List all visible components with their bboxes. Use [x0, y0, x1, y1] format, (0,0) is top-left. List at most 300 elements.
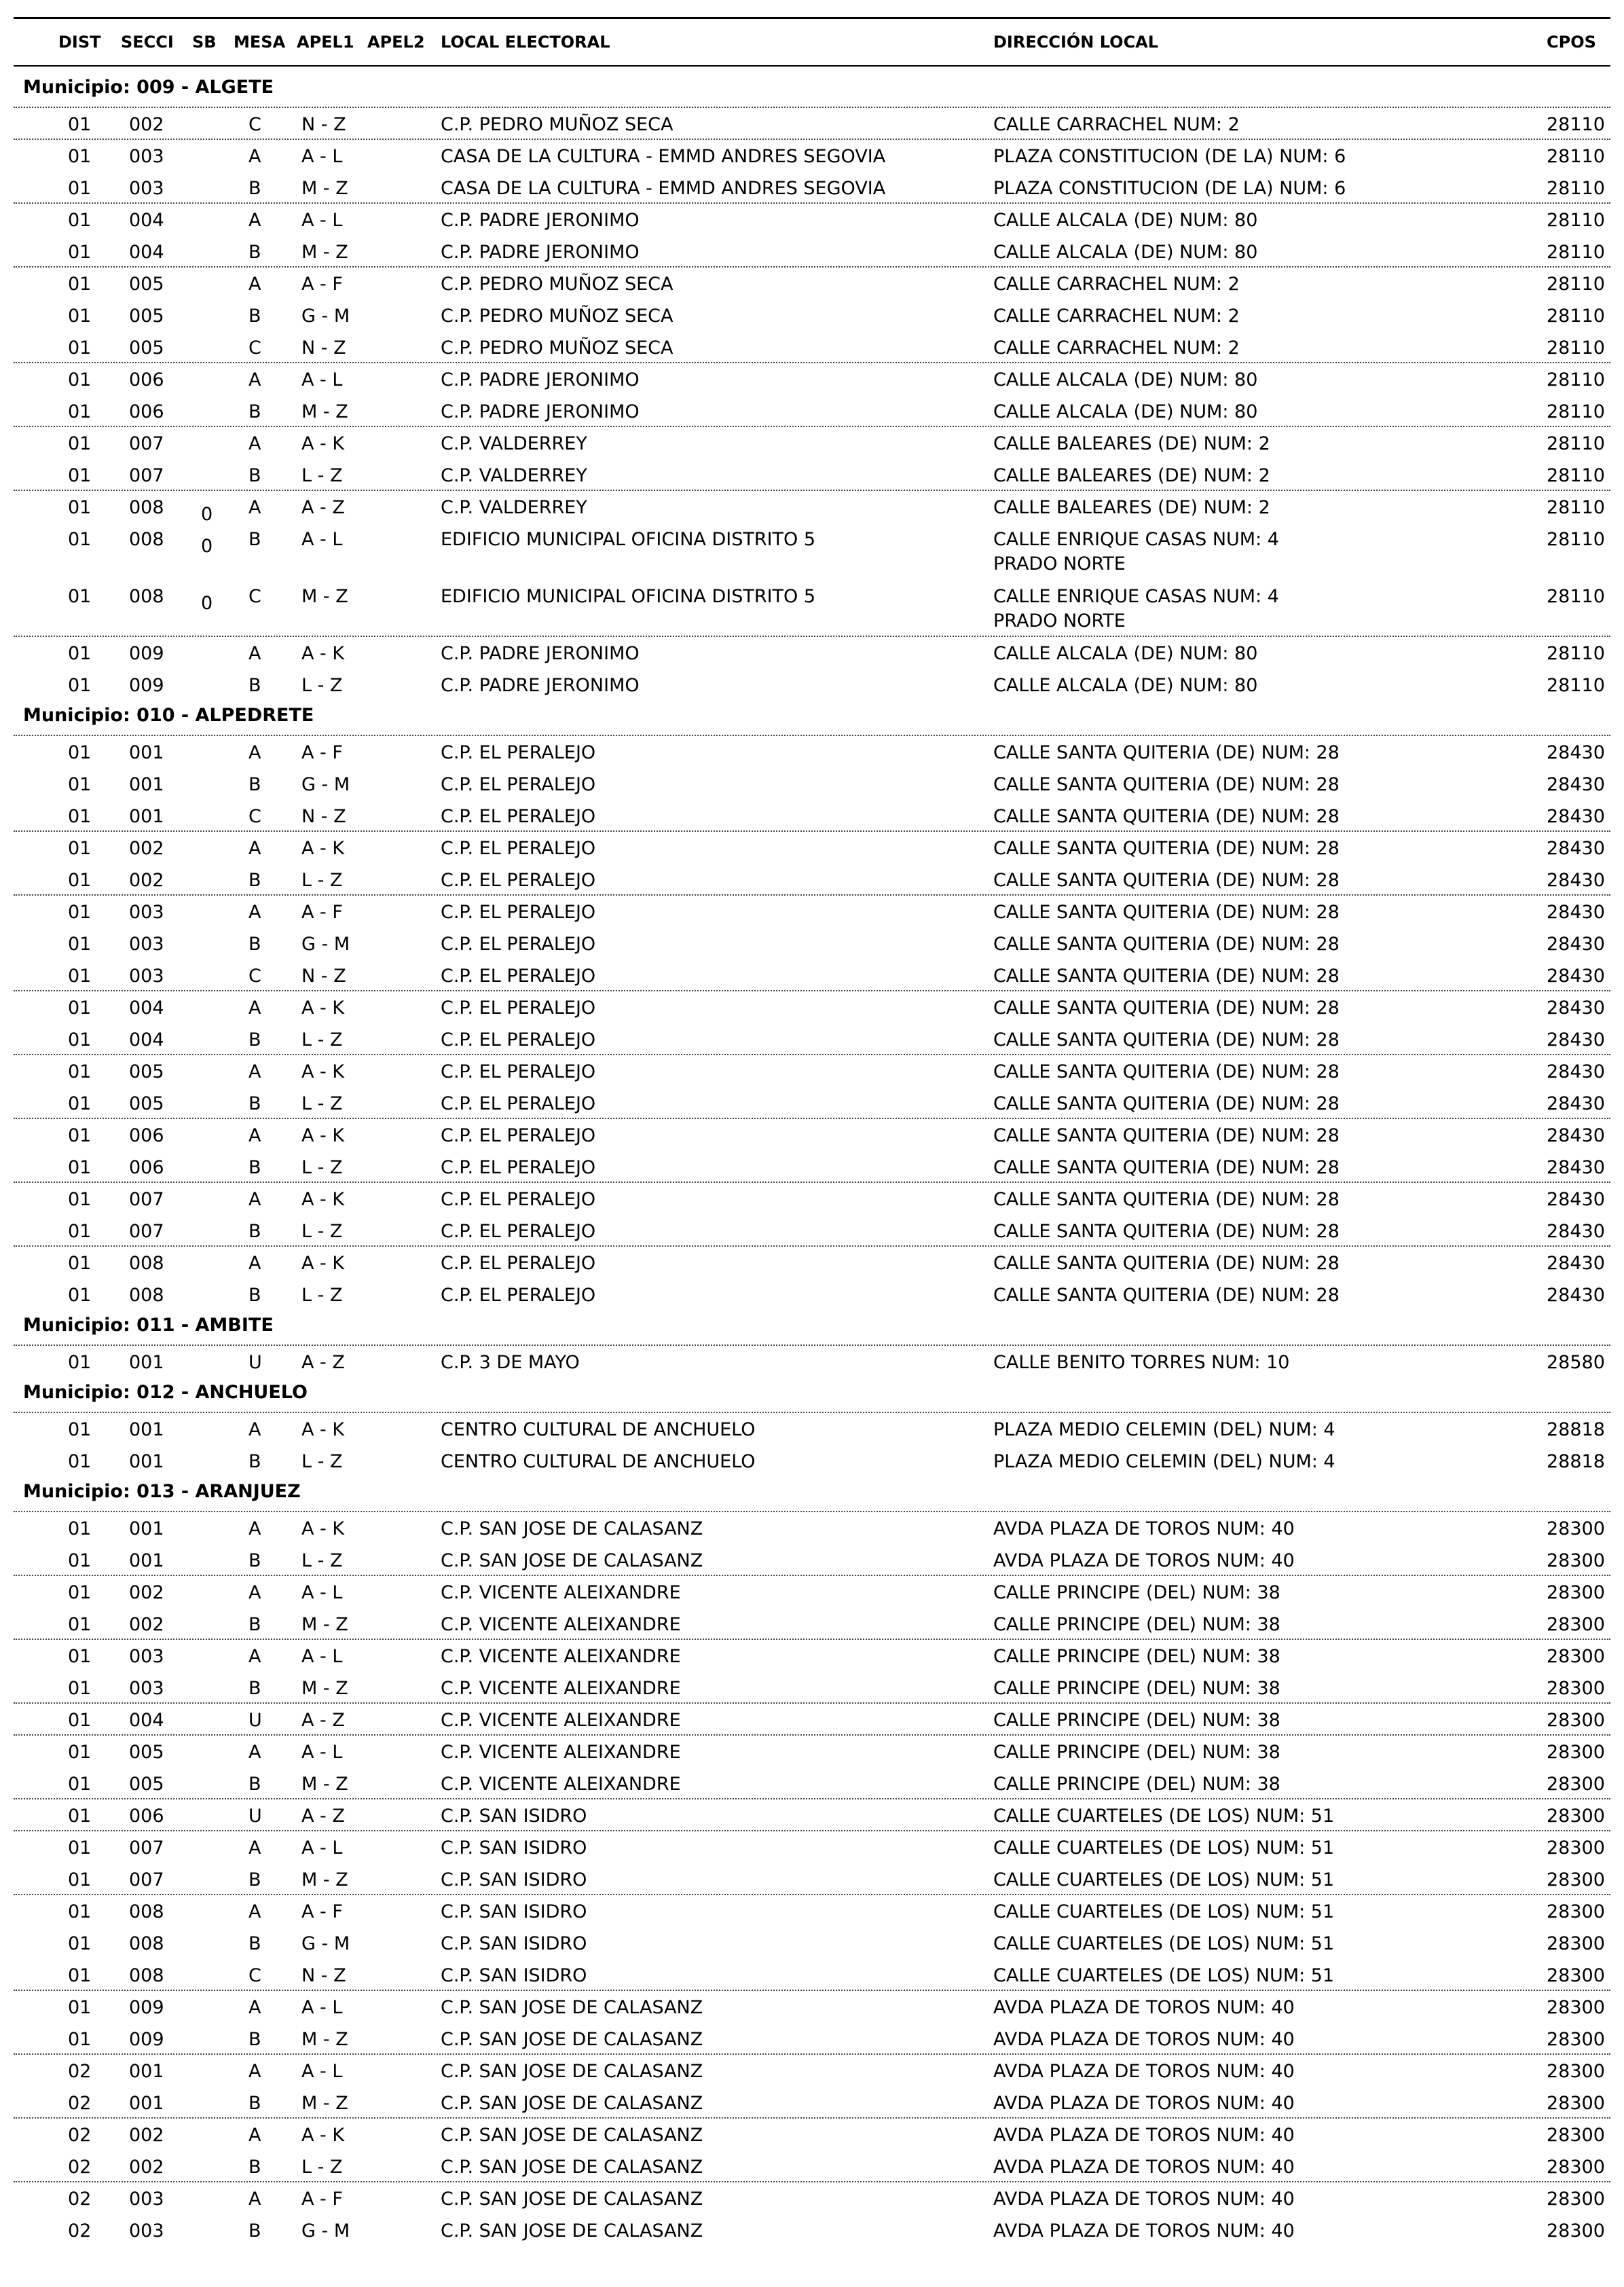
direccion-cell: CALLE ALCALA (DE) NUM: 80 [993, 401, 1258, 422]
secci-cell: 002 [129, 114, 164, 135]
direccion-cell: PLAZA MEDIO CELEMIN (DEL) NUM: 4 [993, 1419, 1335, 1440]
dist-cell: 02 [68, 2093, 92, 2114]
municipio-header: Municipio: 012 - ANCHUELO [23, 1382, 308, 1403]
dist-cell: 01 [68, 1806, 92, 1827]
mesa-cell: B [248, 1451, 261, 1472]
cpos-cell: 28300 [1547, 1774, 1605, 1795]
apel1-cell: L - Z [301, 1093, 343, 1114]
apel1-cell: G - M [301, 1933, 350, 1954]
table-row [0, 268, 1624, 299]
local-electoral-cell: C.P. EL PERALEJO [441, 1093, 596, 1114]
local-electoral-cell: C.P. PEDRO MUÑOZ SECA [441, 306, 673, 327]
direccion-cell: CALLE PRINCIPE (DEL) NUM: 38 [993, 1742, 1280, 1763]
cpos-cell: 28300 [1547, 2157, 1605, 2178]
apel1-cell: A - F [301, 1901, 343, 1922]
mesa-cell: B [248, 1774, 261, 1795]
mesa-cell: A [248, 210, 261, 231]
secci-cell: 009 [129, 2029, 164, 2050]
local-electoral-cell: C.P. SAN ISIDRO [441, 1933, 587, 1954]
local-electoral-cell: CASA DE LA CULTURA - EMMD ANDRES SEGOVIA [441, 146, 886, 167]
table-row [0, 1863, 1624, 1895]
secci-cell: 003 [129, 902, 164, 923]
cpos-cell: 28430 [1547, 1029, 1605, 1050]
local-electoral-cell: C.P. VICENTE ALEIXANDRE [441, 1614, 681, 1635]
cpos-cell: 28300 [1547, 2029, 1605, 2050]
direccion-cell: CALLE ALCALA (DE) NUM: 80 [993, 643, 1258, 664]
cpos-cell: 28300 [1547, 1742, 1605, 1763]
dist-cell: 01 [68, 1933, 92, 1954]
mesa-cell: A [248, 146, 261, 167]
table-row [0, 736, 1624, 768]
table-row [0, 1151, 1624, 1183]
table-row [0, 580, 1624, 637]
secci-cell: 004 [129, 1710, 164, 1731]
cpos-cell: 28580 [1547, 1352, 1605, 1373]
cpos-cell: 28110 [1547, 337, 1605, 359]
mesa-cell: B [248, 1221, 261, 1242]
local-electoral-cell: C.P. SAN JOSE DE CALASANZ [441, 1518, 703, 1539]
dist-cell: 01 [68, 643, 92, 664]
direccion-cell: CALLE SANTA QUITERIA (DE) NUM: 28 [993, 998, 1340, 1019]
mesa-cell: B [248, 401, 261, 422]
dist-cell: 01 [68, 401, 92, 422]
table-row [0, 1279, 1624, 1311]
mesa-cell: B [248, 2029, 261, 2050]
local-electoral-cell: C.P. PADRE JERONIMO [441, 242, 640, 263]
apel1-cell: G - M [301, 306, 350, 327]
header-rule [14, 65, 1610, 67]
table-row [0, 1991, 1624, 2023]
dist-cell: 01 [68, 497, 92, 518]
dist-cell: 02 [68, 2061, 92, 2082]
apel1-cell: M - Z [301, 586, 348, 607]
apel1-cell: N - Z [301, 1965, 346, 1986]
dist-cell: 02 [68, 2189, 92, 2210]
table-row [0, 2023, 1624, 2055]
apel1-cell: A - K [301, 1189, 345, 1210]
dist-cell: 01 [68, 675, 92, 696]
secci-cell: 004 [129, 1029, 164, 1050]
dist-cell: 01 [68, 838, 92, 859]
secci-cell: 006 [129, 1125, 164, 1146]
secci-cell: 004 [129, 998, 164, 1019]
table-row [0, 363, 1624, 395]
municipio-header: Municipio: 013 - ARANJUEZ [23, 1481, 301, 1502]
local-electoral-cell: C.P. VICENTE ALEIXANDRE [441, 1646, 681, 1667]
table-row [0, 1183, 1624, 1215]
direccion-cell: CALLE PRINCIPE (DEL) NUM: 38 [993, 1710, 1280, 1731]
mesa-cell: B [248, 2220, 261, 2242]
secci-cell: 003 [129, 146, 164, 167]
table-row [0, 928, 1624, 959]
cpos-cell: 28300 [1547, 2189, 1605, 2210]
table-row [0, 299, 1624, 331]
table-row [0, 395, 1624, 427]
local-electoral-cell: C.P. EL PERALEJO [441, 1221, 596, 1242]
municipio-header: Municipio: 010 - ALPEDRETE [23, 705, 314, 726]
apel1-cell: A - L [301, 1646, 343, 1667]
dist-cell: 01 [68, 306, 92, 327]
mesa-cell: A [248, 1253, 261, 1274]
secci-cell: 007 [129, 1837, 164, 1859]
local-electoral-cell: C.P. EL PERALEJO [441, 1157, 596, 1178]
mesa-cell: B [248, 1933, 261, 1954]
apel1-cell: A - K [301, 2125, 345, 2146]
apel1-cell: M - Z [301, 1774, 348, 1795]
apel1-cell: A - F [301, 902, 343, 923]
dist-cell: 01 [68, 1029, 92, 1050]
table-row [0, 959, 1624, 991]
top-rule [14, 17, 1610, 19]
table-row [0, 1799, 1624, 1831]
dist-cell: 01 [68, 114, 92, 135]
dist-cell: 01 [68, 742, 92, 763]
apel1-cell: M - Z [301, 2093, 348, 2114]
direccion-cell: CALLE SANTA QUITERIA (DE) NUM: 28 [993, 1253, 1340, 1274]
cpos-cell: 28110 [1547, 433, 1605, 454]
cpos-cell: 28300 [1547, 2093, 1605, 2114]
mesa-cell: A [248, 2189, 261, 2210]
cpos-cell: 28110 [1547, 586, 1605, 607]
cpos-cell: 28300 [1547, 1582, 1605, 1603]
mesa-cell: B [248, 529, 261, 550]
mesa-cell: A [248, 1901, 261, 1922]
header-apel1: APEL1 [297, 33, 354, 52]
secci-cell: 009 [129, 643, 164, 664]
cpos-cell: 28430 [1547, 838, 1605, 859]
secci-cell: 006 [129, 401, 164, 422]
dist-cell: 01 [68, 1285, 92, 1306]
apel1-cell: A - L [301, 210, 343, 231]
table-row [0, 991, 1624, 1023]
dist-cell: 02 [68, 2220, 92, 2242]
direccion-line-1: CALLE ENRIQUE CASAS NUM: 4 [993, 529, 1279, 550]
secci-cell: 005 [129, 274, 164, 295]
apel1-cell: A - K [301, 643, 345, 664]
dist-cell: 01 [68, 1157, 92, 1178]
direccion-cell: CALLE CARRACHEL NUM: 2 [993, 337, 1240, 359]
secci-cell: 001 [129, 1518, 164, 1539]
dist-cell: 01 [68, 1061, 92, 1082]
secci-cell: 003 [129, 178, 164, 199]
cpos-cell: 28300 [1547, 1901, 1605, 1922]
secci-cell: 001 [129, 742, 164, 763]
mesa-cell: A [248, 497, 261, 518]
direccion-cell: CALLE SANTA QUITERIA (DE) NUM: 28 [993, 1061, 1340, 1082]
dist-cell: 01 [68, 1125, 92, 1146]
secci-cell: 002 [129, 2125, 164, 2146]
direccion-cell: AVDA PLAZA DE TOROS NUM: 40 [993, 2061, 1295, 2082]
table-row [0, 1576, 1624, 1608]
cpos-cell: 28300 [1547, 2125, 1605, 2146]
apel1-cell: A - Z [301, 1352, 345, 1373]
direccion-cell: CALLE SANTA QUITERIA (DE) NUM: 28 [993, 934, 1340, 955]
table-row [0, 236, 1624, 268]
header-dist: DIST [58, 33, 101, 52]
direccion-cell: AVDA PLAZA DE TOROS NUM: 40 [993, 1550, 1295, 1571]
table-row [0, 1927, 1624, 1959]
cpos-cell: 28110 [1547, 401, 1605, 422]
local-electoral-cell: C.P. PEDRO MUÑOZ SECA [441, 114, 673, 135]
direccion-cell: PLAZA CONSTITUCION (DE LA) NUM: 6 [993, 178, 1346, 199]
secci-cell: 009 [129, 675, 164, 696]
apel1-cell: A - Z [301, 1806, 345, 1827]
apel1-cell: L - Z [301, 465, 343, 486]
secci-cell: 004 [129, 242, 164, 263]
local-electoral-cell: C.P. EL PERALEJO [441, 966, 596, 987]
table-row [0, 2182, 1624, 2214]
secci-cell: 005 [129, 1093, 164, 1114]
direccion-cell: CALLE SANTA QUITERIA (DE) NUM: 28 [993, 838, 1340, 859]
direccion-cell: CALLE SANTA QUITERIA (DE) NUM: 28 [993, 742, 1340, 763]
local-electoral-cell: C.P. EL PERALEJO [441, 1285, 596, 1306]
secci-cell: 002 [129, 1614, 164, 1635]
dist-cell: 01 [68, 1352, 92, 1373]
cpos-cell: 28300 [1547, 1837, 1605, 1859]
dist-cell: 01 [68, 998, 92, 1019]
secci-cell: 008 [129, 1285, 164, 1306]
secci-cell: 005 [129, 306, 164, 327]
cpos-cell: 28110 [1547, 274, 1605, 295]
apel1-cell: A - Z [301, 1710, 345, 1731]
direccion-cell: AVDA PLAZA DE TOROS NUM: 40 [993, 2029, 1295, 2050]
direccion-cell: CALLE CUARTELES (DE LOS) NUM: 51 [993, 1869, 1335, 1890]
dist-cell: 01 [68, 902, 92, 923]
mesa-cell: B [248, 1678, 261, 1699]
cpos-cell: 28110 [1547, 210, 1605, 231]
secci-cell: 008 [129, 1933, 164, 1954]
apel1-cell: L - Z [301, 1285, 343, 1306]
direccion-cell: CALLE CUARTELES (DE LOS) NUM: 51 [993, 1806, 1335, 1827]
table-row [0, 1640, 1624, 1672]
cpos-cell: 28110 [1547, 497, 1605, 518]
secci-cell: 005 [129, 337, 164, 359]
table-row [0, 204, 1624, 236]
mesa-cell: A [248, 1125, 261, 1146]
cpos-cell: 28110 [1547, 465, 1605, 486]
dist-cell: 02 [68, 2157, 92, 2178]
apel1-cell: L - Z [301, 870, 343, 891]
cpos-cell: 28110 [1547, 242, 1605, 263]
secci-cell: 004 [129, 210, 164, 231]
secci-cell: 001 [129, 1451, 164, 1472]
table-row [0, 331, 1624, 363]
dist-cell: 01 [68, 146, 92, 167]
local-electoral-cell: C.P. PADRE JERONIMO [441, 675, 640, 696]
direccion-cell: CALLE PRINCIPE (DEL) NUM: 38 [993, 1678, 1280, 1699]
cpos-cell: 28300 [1547, 1518, 1605, 1539]
secci-cell: 005 [129, 1061, 164, 1082]
local-electoral-cell: C.P. VALDERREY [441, 497, 587, 518]
direccion-cell: CALLE PRINCIPE (DEL) NUM: 38 [993, 1774, 1280, 1795]
local-electoral-cell: C.P. PEDRO MUÑOZ SECA [441, 337, 673, 359]
cpos-cell: 28110 [1547, 114, 1605, 135]
apel1-cell: L - Z [301, 2157, 343, 2178]
table-row [0, 1346, 1624, 1378]
table-row [0, 427, 1624, 459]
cpos-cell: 28430 [1547, 1253, 1605, 1274]
secci-cell: 006 [129, 1806, 164, 1827]
dist-cell: 01 [68, 1965, 92, 1986]
local-electoral-cell: C.P. EL PERALEJO [441, 1029, 596, 1050]
table-row [0, 1768, 1624, 1799]
table-row [0, 1672, 1624, 1704]
mesa-cell: A [248, 902, 261, 923]
cpos-cell: 28430 [1547, 1189, 1605, 1210]
cpos-cell: 28300 [1547, 1869, 1605, 1890]
apel1-cell: M - Z [301, 178, 348, 199]
secci-cell: 008 [129, 586, 164, 607]
direccion-cell: PLAZA CONSTITUCION (DE LA) NUM: 6 [993, 146, 1346, 167]
apel1-cell: G - M [301, 774, 350, 795]
apel1-cell: A - L [301, 1742, 343, 1763]
dist-cell: 01 [68, 1451, 92, 1472]
direccion-cell: CALLE SANTA QUITERIA (DE) NUM: 28 [993, 870, 1340, 891]
cpos-cell: 28300 [1547, 1614, 1605, 1635]
secci-cell: 002 [129, 838, 164, 859]
table-row [0, 1247, 1624, 1279]
local-electoral-cell: C.P. SAN ISIDRO [441, 1901, 587, 1922]
local-electoral-cell: C.P. VICENTE ALEIXANDRE [441, 1582, 681, 1603]
apel1-cell: A - K [301, 433, 345, 454]
apel1-cell: L - Z [301, 1157, 343, 1178]
mesa-cell: B [248, 1869, 261, 1890]
dist-cell: 01 [68, 1253, 92, 1274]
local-electoral-cell: C.P. PADRE JERONIMO [441, 210, 640, 231]
apel1-cell: A - L [301, 529, 343, 550]
local-electoral-cell: C.P. 3 DE MAYO [441, 1352, 580, 1373]
table-row [0, 1959, 1624, 1991]
dist-cell: 01 [68, 1710, 92, 1731]
apel1-cell: L - Z [301, 675, 343, 696]
secci-cell: 001 [129, 1419, 164, 1440]
direccion-cell: CALLE PRINCIPE (DEL) NUM: 38 [993, 1614, 1280, 1635]
mesa-cell: B [248, 1614, 261, 1635]
apel1-cell: A - L [301, 369, 343, 390]
cpos-cell: 28430 [1547, 1093, 1605, 1114]
table-row [0, 896, 1624, 928]
cpos-cell: 28300 [1547, 1550, 1605, 1571]
secci-cell: 003 [129, 2220, 164, 2242]
cpos-cell: 28110 [1547, 146, 1605, 167]
direccion-cell: AVDA PLAZA DE TOROS NUM: 40 [993, 1997, 1295, 2018]
mesa-cell: A [248, 1061, 261, 1082]
apel1-cell: A - L [301, 1997, 343, 2018]
apel1-cell: G - M [301, 2220, 350, 2242]
table-row [0, 1608, 1624, 1640]
secci-cell: 008 [129, 1901, 164, 1922]
table-row [0, 1512, 1624, 1544]
direccion-cell: AVDA PLAZA DE TOROS NUM: 40 [993, 2220, 1295, 2242]
mesa-cell: A [248, 1742, 261, 1763]
direccion-cell: CALLE CARRACHEL NUM: 2 [993, 114, 1240, 135]
dist-cell: 01 [68, 1869, 92, 1890]
local-electoral-cell: C.P. SAN JOSE DE CALASANZ [441, 2093, 703, 2114]
table-row [0, 637, 1624, 669]
secci-cell: 007 [129, 1221, 164, 1242]
mesa-cell: B [248, 242, 261, 263]
direccion-cell: CALLE SANTA QUITERIA (DE) NUM: 28 [993, 1157, 1340, 1178]
dist-cell: 01 [68, 1742, 92, 1763]
local-electoral-cell: C.P. EL PERALEJO [441, 902, 596, 923]
table-row [0, 2055, 1624, 2087]
direccion-line-2: PRADO NORTE [993, 610, 1126, 632]
cpos-cell: 28430 [1547, 1157, 1605, 1178]
dist-cell: 01 [68, 586, 92, 607]
apel1-cell: A - K [301, 1253, 345, 1274]
municipio-header: Municipio: 009 - ALGETE [23, 77, 274, 98]
direccion-cell: CALLE SANTA QUITERIA (DE) NUM: 28 [993, 966, 1340, 987]
direccion-cell: CALLE ALCALA (DE) NUM: 80 [993, 369, 1258, 390]
dist-cell: 01 [68, 210, 92, 231]
local-electoral-cell: C.P. PEDRO MUÑOZ SECA [441, 274, 673, 295]
cpos-cell: 28430 [1547, 998, 1605, 1019]
secci-cell: 005 [129, 1774, 164, 1795]
mesa-cell: B [248, 1157, 261, 1178]
apel1-cell: A - L [301, 2061, 343, 2082]
apel1-cell: A - K [301, 838, 345, 859]
apel1-cell: A - K [301, 1061, 345, 1082]
municipio-header: Municipio: 011 - AMBITE [23, 1315, 274, 1336]
table-row [0, 832, 1624, 864]
direccion-cell: CALLE CUARTELES (DE LOS) NUM: 51 [993, 1837, 1335, 1859]
mesa-cell: B [248, 1093, 261, 1114]
mesa-cell: U [248, 1806, 262, 1827]
local-electoral-cell: C.P. EL PERALEJO [441, 1189, 596, 1210]
dist-cell: 01 [68, 1614, 92, 1635]
secci-cell: 001 [129, 1550, 164, 1571]
apel1-cell: M - Z [301, 1869, 348, 1890]
local-electoral-cell: C.P. SAN ISIDRO [441, 1806, 587, 1827]
table-row [0, 2087, 1624, 2119]
secci-cell: 006 [129, 369, 164, 390]
cpos-cell: 28430 [1547, 902, 1605, 923]
direccion-cell: CALLE CUARTELES (DE LOS) NUM: 51 [993, 1901, 1335, 1922]
direccion-cell: CALLE PRINCIPE (DEL) NUM: 38 [993, 1646, 1280, 1667]
direccion-cell: CALLE SANTA QUITERIA (DE) NUM: 28 [993, 902, 1340, 923]
direccion-cell: CALLE CUARTELES (DE LOS) NUM: 51 [993, 1965, 1335, 1986]
secci-cell: 003 [129, 934, 164, 955]
mesa-cell: A [248, 369, 261, 390]
local-electoral-cell: EDIFICIO MUNICIPAL OFICINA DISTRITO 5 [441, 586, 816, 607]
cpos-cell: 28300 [1547, 1965, 1605, 1986]
dist-cell: 02 [68, 2125, 92, 2146]
apel1-cell: A - Z [301, 497, 345, 518]
cpos-cell: 28430 [1547, 806, 1605, 827]
cpos-cell: 28300 [1547, 1678, 1605, 1699]
mesa-cell: C [248, 337, 261, 359]
direccion-cell: CALLE SANTA QUITERIA (DE) NUM: 28 [993, 1029, 1340, 1050]
table-row [0, 1445, 1624, 1477]
dist-cell: 01 [68, 242, 92, 263]
dist-cell: 01 [68, 966, 92, 987]
local-electoral-cell: C.P. SAN JOSE DE CALASANZ [441, 1550, 703, 1571]
table-row [0, 1413, 1624, 1445]
apel1-cell: N - Z [301, 114, 346, 135]
mesa-cell: U [248, 1710, 262, 1731]
local-electoral-cell: C.P. EL PERALEJO [441, 838, 596, 859]
header-sb: SB [192, 33, 217, 52]
direccion-cell: AVDA PLAZA DE TOROS NUM: 40 [993, 2189, 1295, 2210]
mesa-cell: A [248, 1646, 261, 1667]
dist-cell: 01 [68, 529, 92, 550]
local-electoral-cell: C.P. EL PERALEJO [441, 774, 596, 795]
secci-cell: 001 [129, 2061, 164, 2082]
mesa-cell: B [248, 1029, 261, 1050]
secci-cell: 007 [129, 433, 164, 454]
local-electoral-cell: C.P. VALDERREY [441, 465, 587, 486]
local-electoral-cell: C.P. SAN ISIDRO [441, 1869, 587, 1890]
